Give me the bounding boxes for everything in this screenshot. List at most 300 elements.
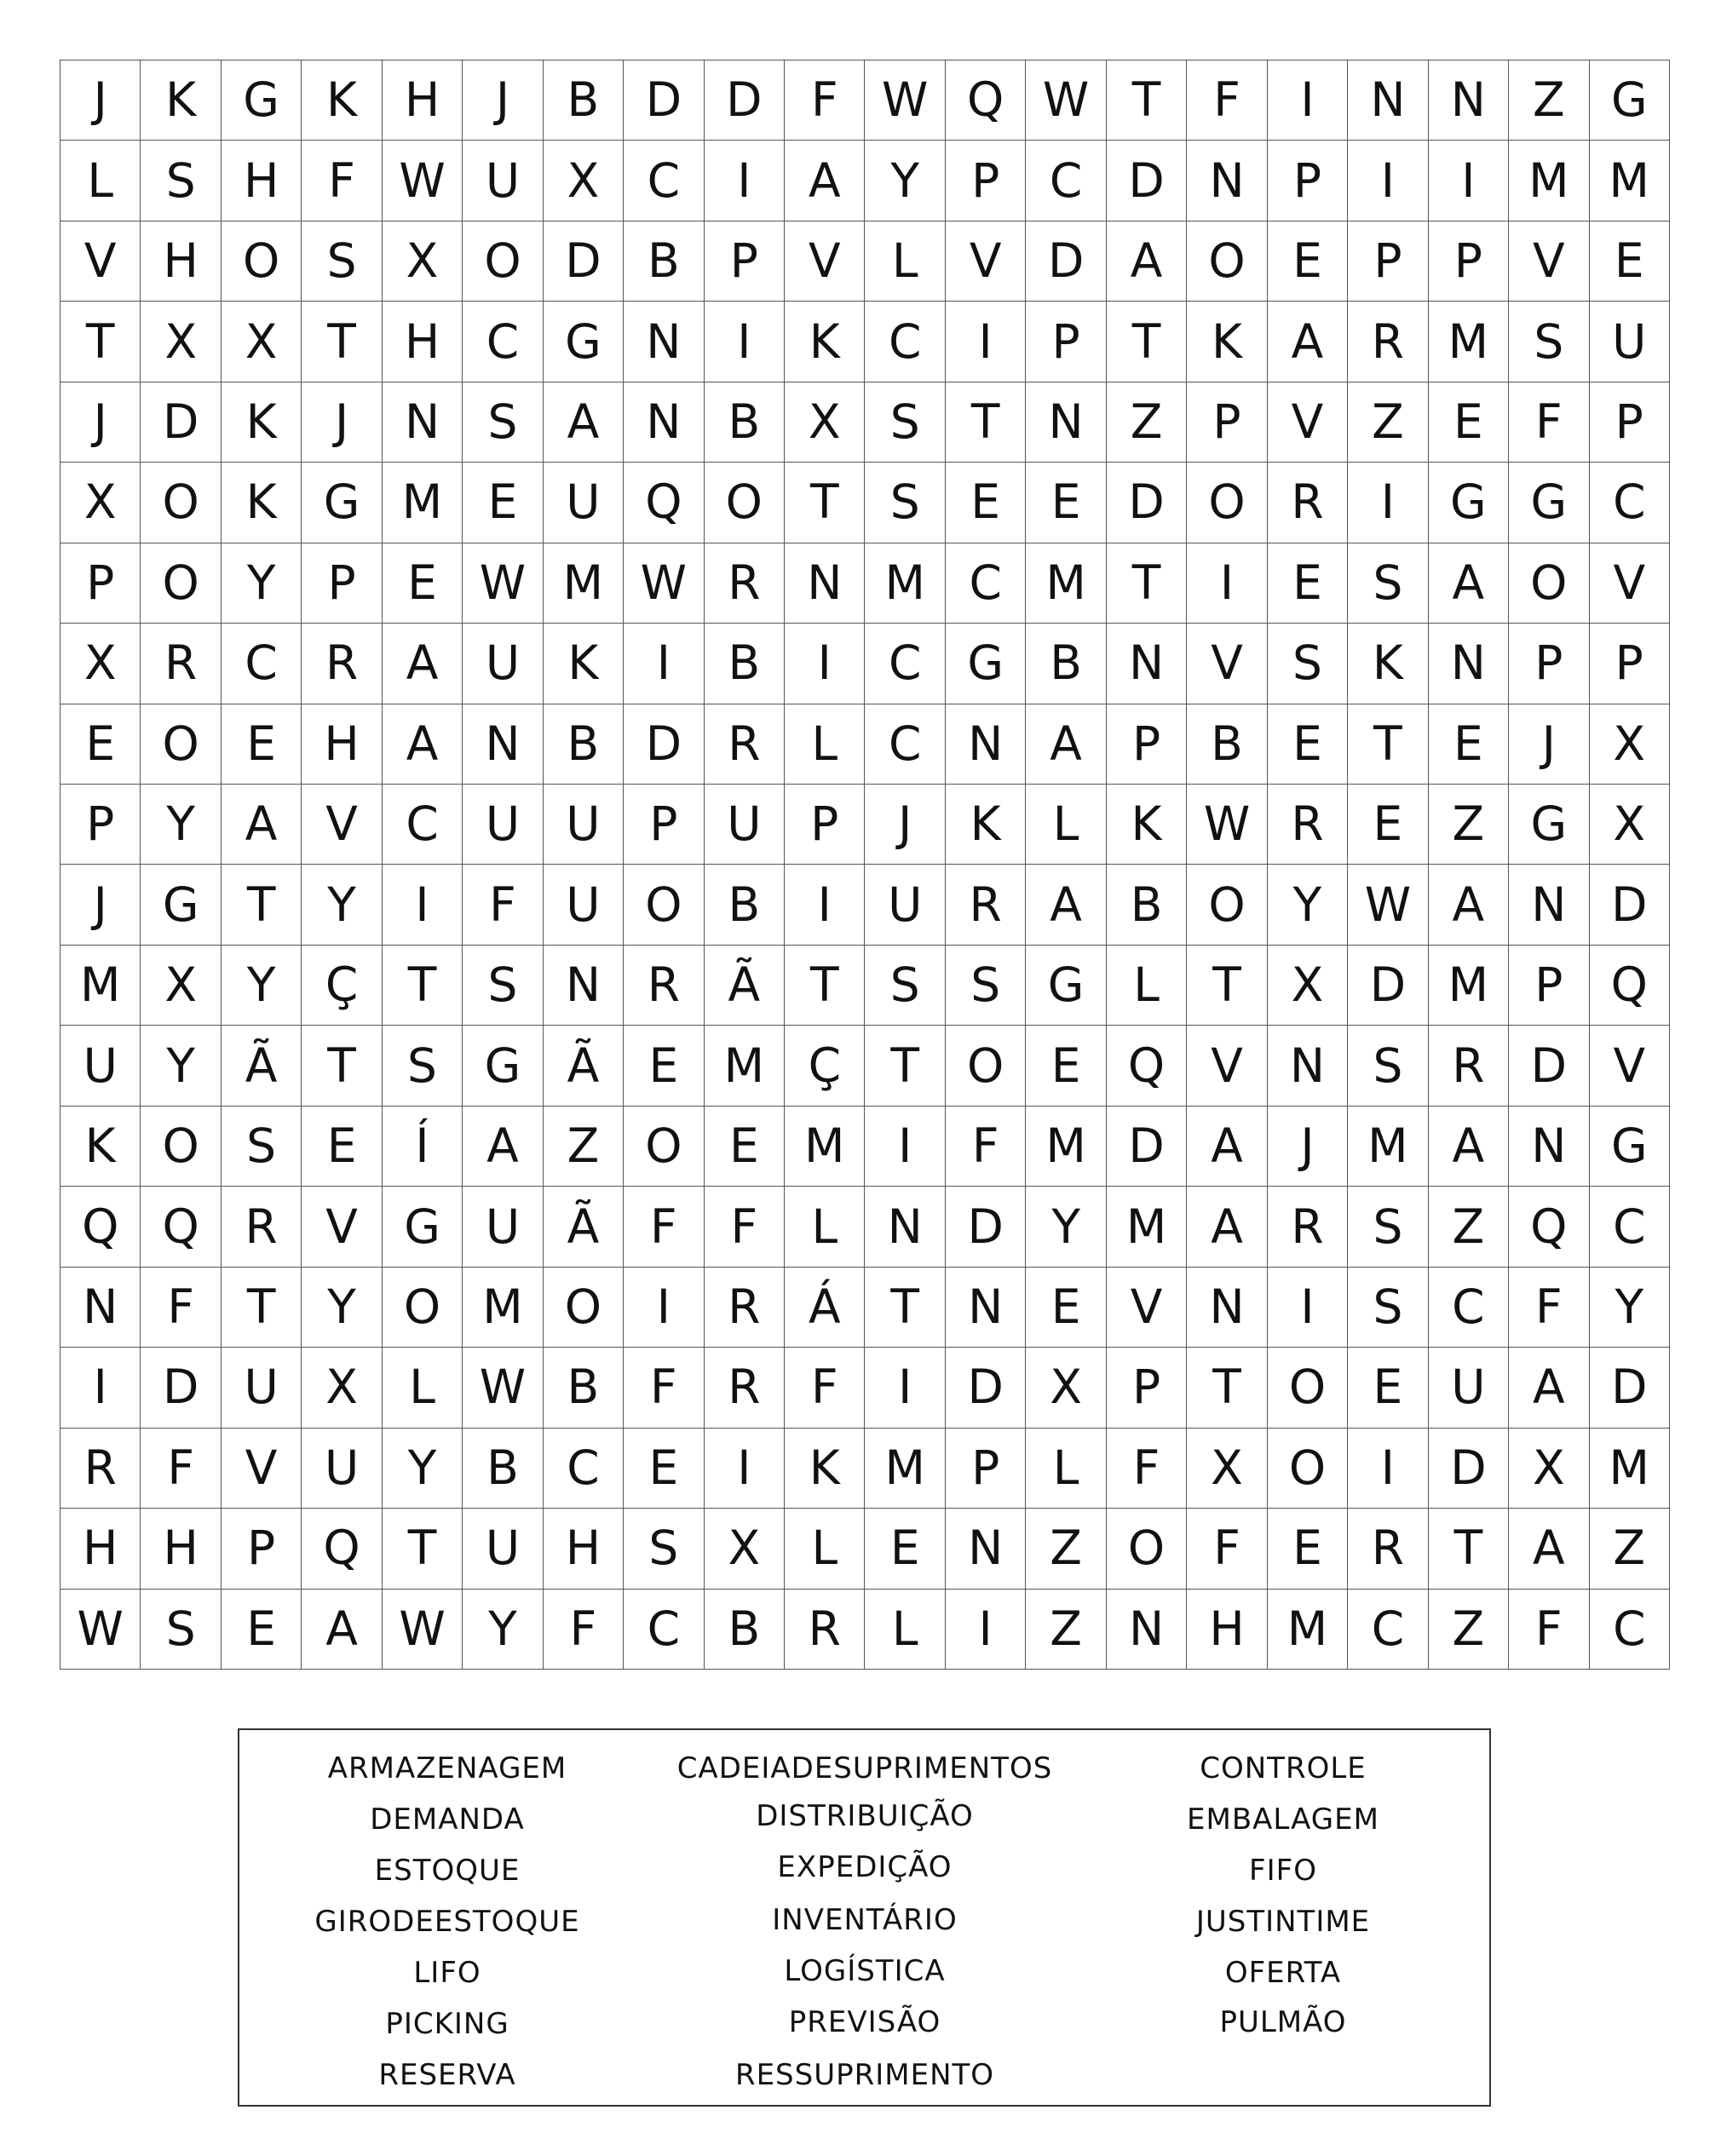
grid-cell[interactable]: K xyxy=(141,60,221,141)
grid-cell[interactable]: X xyxy=(1026,1348,1106,1428)
grid-cell[interactable]: F xyxy=(1509,1590,1589,1670)
grid-cell[interactable]: I xyxy=(1348,463,1428,543)
grid-cell[interactable]: A xyxy=(544,382,624,463)
grid-cell[interactable]: P xyxy=(1026,302,1106,382)
grid-cell[interactable]: N xyxy=(946,1268,1026,1348)
grid-cell[interactable]: C xyxy=(865,624,945,704)
grid-cell[interactable]: Z xyxy=(1107,382,1187,463)
grid-cell[interactable]: C xyxy=(1429,1268,1509,1348)
grid-cell[interactable]: S xyxy=(1348,543,1428,624)
grid-cell[interactable]: P xyxy=(1107,704,1187,785)
grid-cell[interactable]: X xyxy=(1590,785,1670,865)
grid-cell[interactable]: N xyxy=(1509,1107,1589,1187)
grid-cell[interactable]: G xyxy=(1429,463,1509,543)
grid-cell[interactable]: E xyxy=(222,1590,302,1670)
grid-cell[interactable]: O xyxy=(1187,865,1267,945)
grid-cell[interactable]: D xyxy=(624,60,704,141)
grid-cell[interactable]: Z xyxy=(1026,1590,1106,1670)
grid-cell[interactable]: K xyxy=(946,785,1026,865)
grid-cell[interactable]: W xyxy=(463,1348,543,1428)
grid-cell[interactable]: C xyxy=(1348,1590,1428,1670)
grid-cell[interactable]: J xyxy=(60,60,141,141)
grid-cell[interactable]: V xyxy=(1509,221,1589,302)
grid-cell[interactable]: A xyxy=(383,624,463,704)
grid-cell[interactable]: B xyxy=(705,624,785,704)
grid-cell[interactable]: E xyxy=(1268,1509,1348,1589)
grid-cell[interactable]: P xyxy=(705,221,785,302)
grid-cell[interactable]: D xyxy=(1429,1429,1509,1509)
grid-cell[interactable]: P xyxy=(1590,624,1670,704)
grid-cell[interactable]: J xyxy=(865,785,945,865)
grid-cell[interactable]: A xyxy=(383,704,463,785)
grid-cell[interactable]: I xyxy=(785,624,865,704)
grid-cell[interactable]: N xyxy=(1429,60,1509,141)
grid-cell[interactable]: Z xyxy=(1429,1187,1509,1267)
grid-cell[interactable]: D xyxy=(705,60,785,141)
grid-cell[interactable]: R xyxy=(1348,302,1428,382)
grid-cell[interactable]: Y xyxy=(141,1026,221,1106)
grid-cell[interactable]: M xyxy=(463,1268,543,1348)
grid-cell[interactable]: C xyxy=(383,785,463,865)
grid-cell[interactable]: E xyxy=(1348,785,1428,865)
grid-cell[interactable]: I xyxy=(383,865,463,945)
grid-cell[interactable]: R xyxy=(60,1429,141,1509)
grid-cell[interactable]: V xyxy=(302,1187,382,1267)
grid-cell[interactable]: C xyxy=(865,704,945,785)
grid-cell[interactable]: E xyxy=(1026,1026,1106,1106)
grid-cell[interactable]: W xyxy=(865,60,945,141)
grid-cell[interactable]: M xyxy=(1026,543,1106,624)
grid-cell[interactable]: V xyxy=(1187,1026,1267,1106)
grid-cell[interactable]: P xyxy=(222,1509,302,1589)
grid-cell[interactable]: A xyxy=(1509,1509,1589,1589)
grid-cell[interactable]: F xyxy=(463,865,543,945)
grid-cell[interactable]: S xyxy=(463,946,543,1026)
grid-cell[interactable]: X xyxy=(383,221,463,302)
grid-cell[interactable]: W xyxy=(383,1590,463,1670)
grid-cell[interactable]: L xyxy=(60,141,141,221)
grid-cell[interactable]: X xyxy=(60,624,141,704)
grid-cell[interactable]: I xyxy=(865,1348,945,1428)
grid-cell[interactable]: H xyxy=(544,1509,624,1589)
grid-cell[interactable]: A xyxy=(1429,865,1509,945)
grid-cell[interactable]: D xyxy=(1107,463,1187,543)
grid-cell[interactable]: Z xyxy=(1429,785,1509,865)
grid-cell[interactable]: S xyxy=(463,382,543,463)
grid-cell[interactable]: M xyxy=(705,1026,785,1106)
grid-cell[interactable]: J xyxy=(302,382,382,463)
grid-cell[interactable]: B xyxy=(544,704,624,785)
grid-cell[interactable]: P xyxy=(1107,1348,1187,1428)
grid-cell[interactable]: T xyxy=(1348,704,1428,785)
grid-cell[interactable]: C xyxy=(624,1590,704,1670)
grid-cell[interactable]: J xyxy=(60,382,141,463)
grid-cell[interactable]: D xyxy=(1107,1107,1187,1187)
grid-cell[interactable]: H xyxy=(383,60,463,141)
grid-cell[interactable]: P xyxy=(946,1429,1026,1509)
grid-cell[interactable]: N xyxy=(865,1187,945,1267)
grid-cell[interactable]: E xyxy=(60,704,141,785)
grid-cell[interactable]: D xyxy=(1348,946,1428,1026)
grid-cell[interactable]: P xyxy=(1509,946,1589,1026)
grid-cell[interactable]: N xyxy=(1429,624,1509,704)
grid-cell[interactable]: T xyxy=(785,463,865,543)
grid-cell[interactable]: T xyxy=(60,302,141,382)
grid-cell[interactable]: S xyxy=(865,382,945,463)
grid-cell[interactable]: U xyxy=(60,1026,141,1106)
grid-cell[interactable]: V xyxy=(1268,382,1348,463)
grid-cell[interactable]: H xyxy=(1187,1590,1267,1670)
grid-cell[interactable]: P xyxy=(1429,221,1509,302)
grid-cell[interactable]: K xyxy=(302,60,382,141)
grid-cell[interactable]: S xyxy=(1348,1187,1428,1267)
grid-cell[interactable]: K xyxy=(1187,302,1267,382)
grid-cell[interactable]: T xyxy=(1107,302,1187,382)
grid-cell[interactable]: R xyxy=(1429,1026,1509,1106)
grid-cell[interactable]: U xyxy=(463,1509,543,1589)
grid-cell[interactable]: X xyxy=(544,141,624,221)
grid-cell[interactable]: I xyxy=(1268,60,1348,141)
grid-cell[interactable]: G xyxy=(141,865,221,945)
grid-cell[interactable]: E xyxy=(302,1107,382,1187)
grid-cell[interactable]: L xyxy=(865,221,945,302)
grid-cell[interactable]: F xyxy=(624,1348,704,1428)
grid-cell[interactable]: N xyxy=(1107,624,1187,704)
grid-cell[interactable]: T xyxy=(946,382,1026,463)
grid-cell[interactable]: R xyxy=(785,1590,865,1670)
grid-cell[interactable]: X xyxy=(785,382,865,463)
grid-cell[interactable]: R xyxy=(705,704,785,785)
grid-cell[interactable]: V xyxy=(302,785,382,865)
grid-cell[interactable]: R xyxy=(1268,1187,1348,1267)
grid-cell[interactable]: N xyxy=(60,1268,141,1348)
grid-cell[interactable]: I xyxy=(60,1348,141,1428)
grid-cell[interactable]: S xyxy=(1348,1026,1428,1106)
grid-cell[interactable]: F xyxy=(1509,1268,1589,1348)
grid-cell[interactable]: U xyxy=(463,1187,543,1267)
grid-cell[interactable]: D xyxy=(141,382,221,463)
grid-cell[interactable]: W xyxy=(1026,60,1106,141)
grid-cell[interactable]: I xyxy=(946,302,1026,382)
grid-cell[interactable]: B xyxy=(544,1348,624,1428)
grid-cell[interactable]: H xyxy=(141,1509,221,1589)
grid-cell[interactable]: R xyxy=(705,1348,785,1428)
grid-cell[interactable]: I xyxy=(865,1107,945,1187)
grid-cell[interactable]: W xyxy=(624,543,704,624)
grid-cell[interactable]: S xyxy=(383,1026,463,1106)
grid-cell[interactable]: W xyxy=(383,141,463,221)
grid-cell[interactable]: X xyxy=(141,946,221,1026)
grid-cell[interactable]: M xyxy=(865,1429,945,1509)
grid-cell[interactable]: F xyxy=(946,1107,1026,1187)
grid-cell[interactable]: P xyxy=(1590,382,1670,463)
grid-cell[interactable]: Q xyxy=(1509,1187,1589,1267)
grid-cell[interactable]: I xyxy=(946,1590,1026,1670)
grid-cell[interactable]: H xyxy=(383,302,463,382)
grid-cell[interactable]: T xyxy=(222,1268,302,1348)
grid-cell[interactable]: U xyxy=(463,141,543,221)
grid-cell[interactable]: E xyxy=(1026,463,1106,543)
grid-cell[interactable]: C xyxy=(463,302,543,382)
grid-cell[interactable]: N xyxy=(785,543,865,624)
grid-cell[interactable]: F xyxy=(624,1187,704,1267)
grid-cell[interactable]: X xyxy=(302,1348,382,1428)
grid-cell[interactable]: U xyxy=(463,785,543,865)
grid-cell[interactable]: X xyxy=(1268,946,1348,1026)
grid-cell[interactable]: A xyxy=(1187,1187,1267,1267)
grid-cell[interactable]: C xyxy=(1590,1590,1670,1670)
grid-cell[interactable]: R xyxy=(302,624,382,704)
grid-cell[interactable]: S xyxy=(141,141,221,221)
grid-cell[interactable]: I xyxy=(1348,1429,1428,1509)
grid-cell[interactable]: O xyxy=(222,221,302,302)
grid-cell[interactable]: E xyxy=(1268,543,1348,624)
grid-cell[interactable]: X xyxy=(60,463,141,543)
grid-cell[interactable]: T xyxy=(1187,946,1267,1026)
grid-cell[interactable]: I xyxy=(1187,543,1267,624)
grid-cell[interactable]: P xyxy=(946,141,1026,221)
grid-cell[interactable]: F xyxy=(544,1590,624,1670)
grid-cell[interactable]: O xyxy=(624,1107,704,1187)
grid-cell[interactable]: E xyxy=(1590,221,1670,302)
grid-cell[interactable]: S xyxy=(141,1590,221,1670)
grid-cell[interactable]: Ç xyxy=(785,1026,865,1106)
grid-cell[interactable]: Y xyxy=(1026,1187,1106,1267)
grid-cell[interactable]: C xyxy=(624,141,704,221)
grid-cell[interactable]: A xyxy=(1107,221,1187,302)
grid-cell[interactable]: L xyxy=(865,1590,945,1670)
grid-cell[interactable]: M xyxy=(1268,1590,1348,1670)
grid-cell[interactable]: E xyxy=(1268,221,1348,302)
grid-cell[interactable]: D xyxy=(544,221,624,302)
grid-cell[interactable]: L xyxy=(1026,785,1106,865)
grid-cell[interactable]: P xyxy=(60,785,141,865)
grid-cell[interactable]: O xyxy=(141,463,221,543)
grid-cell[interactable]: K xyxy=(222,463,302,543)
grid-cell[interactable]: Q xyxy=(946,60,1026,141)
grid-cell[interactable]: H xyxy=(302,704,382,785)
grid-cell[interactable]: Q xyxy=(1107,1026,1187,1106)
grid-cell[interactable]: M xyxy=(1590,1429,1670,1509)
grid-cell[interactable]: L xyxy=(785,704,865,785)
grid-cell[interactable]: O xyxy=(141,543,221,624)
grid-cell[interactable]: D xyxy=(1590,1348,1670,1428)
grid-cell[interactable]: H xyxy=(222,141,302,221)
grid-cell[interactable]: T xyxy=(865,1268,945,1348)
grid-cell[interactable]: P xyxy=(1509,624,1589,704)
grid-cell[interactable]: R xyxy=(624,946,704,1026)
grid-cell[interactable]: N xyxy=(1187,1268,1267,1348)
grid-cell[interactable]: A xyxy=(1026,865,1106,945)
grid-cell[interactable]: X xyxy=(705,1509,785,1589)
grid-cell[interactable]: U xyxy=(544,865,624,945)
grid-cell[interactable]: E xyxy=(946,463,1026,543)
grid-cell[interactable]: J xyxy=(1509,704,1589,785)
grid-cell[interactable]: O xyxy=(1187,221,1267,302)
grid-cell[interactable]: Z xyxy=(1429,1590,1509,1670)
grid-cell[interactable]: E xyxy=(624,1429,704,1509)
grid-cell[interactable]: X xyxy=(1187,1429,1267,1509)
grid-cell[interactable]: P xyxy=(302,543,382,624)
grid-cell[interactable]: A xyxy=(1509,1348,1589,1428)
grid-cell[interactable]: G xyxy=(463,1026,543,1106)
grid-cell[interactable]: Ã xyxy=(544,1026,624,1106)
grid-cell[interactable]: E xyxy=(1429,382,1509,463)
grid-cell[interactable]: O xyxy=(1509,543,1589,624)
grid-cell[interactable]: O xyxy=(624,865,704,945)
grid-cell[interactable]: N xyxy=(544,946,624,1026)
grid-cell[interactable]: Ã xyxy=(222,1026,302,1106)
grid-cell[interactable]: S xyxy=(302,221,382,302)
grid-cell[interactable]: J xyxy=(60,865,141,945)
grid-cell[interactable]: X xyxy=(141,302,221,382)
grid-cell[interactable]: A xyxy=(785,141,865,221)
grid-cell[interactable]: Ã xyxy=(544,1187,624,1267)
grid-cell[interactable]: V xyxy=(1590,543,1670,624)
grid-cell[interactable]: R xyxy=(222,1187,302,1267)
grid-cell[interactable]: K xyxy=(60,1107,141,1187)
grid-cell[interactable]: L xyxy=(383,1348,463,1428)
grid-cell[interactable]: N xyxy=(463,704,543,785)
grid-cell[interactable]: G xyxy=(1590,60,1670,141)
grid-cell[interactable]: E xyxy=(705,1107,785,1187)
grid-cell[interactable]: C xyxy=(222,624,302,704)
grid-cell[interactable]: A xyxy=(1268,302,1348,382)
grid-cell[interactable]: G xyxy=(1590,1107,1670,1187)
grid-cell[interactable]: S xyxy=(1348,1268,1428,1348)
grid-cell[interactable]: N xyxy=(1509,865,1589,945)
grid-cell[interactable]: T xyxy=(222,865,302,945)
grid-cell[interactable]: V xyxy=(785,221,865,302)
grid-cell[interactable]: N xyxy=(946,1509,1026,1589)
grid-cell[interactable]: Y xyxy=(222,946,302,1026)
grid-cell[interactable]: Y xyxy=(302,865,382,945)
grid-cell[interactable]: Y xyxy=(463,1590,543,1670)
grid-cell[interactable]: Q xyxy=(60,1187,141,1267)
grid-cell[interactable]: R xyxy=(1348,1509,1428,1589)
grid-cell[interactable]: V xyxy=(1187,624,1267,704)
grid-cell[interactable]: K xyxy=(785,1429,865,1509)
grid-cell[interactable]: Y xyxy=(1590,1268,1670,1348)
grid-cell[interactable]: M xyxy=(544,543,624,624)
grid-cell[interactable]: S xyxy=(1509,302,1589,382)
grid-cell[interactable]: Í xyxy=(383,1107,463,1187)
grid-cell[interactable]: G xyxy=(1026,946,1106,1026)
grid-cell[interactable]: T xyxy=(1107,543,1187,624)
grid-cell[interactable]: B xyxy=(624,221,704,302)
grid-cell[interactable]: C xyxy=(1590,1187,1670,1267)
grid-cell[interactable]: M xyxy=(785,1107,865,1187)
grid-cell[interactable]: F xyxy=(1107,1429,1187,1509)
grid-cell[interactable]: L xyxy=(1107,946,1187,1026)
grid-cell[interactable]: S xyxy=(865,463,945,543)
grid-cell[interactable]: B xyxy=(705,382,785,463)
grid-cell[interactable]: Ç xyxy=(302,946,382,1026)
grid-cell[interactable]: A xyxy=(1187,1107,1267,1187)
grid-cell[interactable]: D xyxy=(1590,865,1670,945)
grid-cell[interactable]: L xyxy=(785,1187,865,1267)
grid-cell[interactable]: E xyxy=(1429,704,1509,785)
grid-cell[interactable]: U xyxy=(705,785,785,865)
grid-cell[interactable]: G xyxy=(302,463,382,543)
grid-cell[interactable]: T xyxy=(383,946,463,1026)
grid-cell[interactable]: D xyxy=(141,1348,221,1428)
grid-cell[interactable]: B xyxy=(544,60,624,141)
grid-cell[interactable]: D xyxy=(1107,141,1187,221)
grid-cell[interactable]: I xyxy=(624,1268,704,1348)
grid-cell[interactable]: M xyxy=(1509,141,1589,221)
grid-cell[interactable]: L xyxy=(1026,1429,1106,1509)
grid-cell[interactable]: K xyxy=(1348,624,1428,704)
grid-cell[interactable]: W xyxy=(1348,865,1428,945)
grid-cell[interactable]: N xyxy=(1348,60,1428,141)
grid-cell[interactable]: I xyxy=(705,141,785,221)
grid-cell[interactable]: B xyxy=(1026,624,1106,704)
grid-cell[interactable]: W xyxy=(60,1590,141,1670)
grid-cell[interactable]: B xyxy=(705,1590,785,1670)
grid-cell[interactable]: O xyxy=(946,1026,1026,1106)
grid-cell[interactable]: Y xyxy=(222,543,302,624)
grid-cell[interactable]: Z xyxy=(1348,382,1428,463)
grid-cell[interactable]: O xyxy=(1187,463,1267,543)
grid-cell[interactable]: M xyxy=(1429,946,1509,1026)
grid-cell[interactable]: O xyxy=(383,1268,463,1348)
grid-cell[interactable]: N xyxy=(1187,141,1267,221)
grid-cell[interactable]: Y xyxy=(383,1429,463,1509)
grid-cell[interactable]: E xyxy=(383,543,463,624)
grid-cell[interactable]: Q xyxy=(1590,946,1670,1026)
grid-cell[interactable]: X xyxy=(1590,704,1670,785)
grid-cell[interactable]: T xyxy=(1429,1509,1509,1589)
grid-cell[interactable]: R xyxy=(141,624,221,704)
grid-cell[interactable]: V xyxy=(222,1429,302,1509)
grid-cell[interactable]: F xyxy=(705,1187,785,1267)
grid-cell[interactable]: E xyxy=(865,1509,945,1589)
grid-cell[interactable]: O xyxy=(1268,1429,1348,1509)
grid-cell[interactable]: F xyxy=(785,1348,865,1428)
grid-cell[interactable]: Q xyxy=(302,1509,382,1589)
grid-cell[interactable]: J xyxy=(463,60,543,141)
grid-cell[interactable]: G xyxy=(222,60,302,141)
grid-cell[interactable]: O xyxy=(463,221,543,302)
grid-cell[interactable]: T xyxy=(865,1026,945,1106)
grid-cell[interactable]: K xyxy=(544,624,624,704)
grid-cell[interactable]: N xyxy=(1026,382,1106,463)
grid-cell[interactable]: U xyxy=(463,624,543,704)
grid-cell[interactable]: Y xyxy=(865,141,945,221)
grid-cell[interactable]: S xyxy=(222,1107,302,1187)
grid-cell[interactable]: I xyxy=(624,624,704,704)
grid-cell[interactable]: M xyxy=(1107,1187,1187,1267)
grid-cell[interactable]: T xyxy=(302,1026,382,1106)
grid-cell[interactable]: J xyxy=(1268,1107,1348,1187)
grid-cell[interactable]: E xyxy=(222,704,302,785)
grid-cell[interactable]: M xyxy=(865,543,945,624)
grid-cell[interactable]: D xyxy=(624,704,704,785)
grid-cell[interactable]: V xyxy=(1107,1268,1187,1348)
grid-cell[interactable]: S xyxy=(624,1509,704,1589)
grid-cell[interactable]: U xyxy=(302,1429,382,1509)
grid-cell[interactable]: T xyxy=(1107,60,1187,141)
grid-cell[interactable]: M xyxy=(1429,302,1509,382)
grid-cell[interactable]: I xyxy=(1429,141,1509,221)
grid-cell[interactable]: H xyxy=(60,1509,141,1589)
grid-cell[interactable]: P xyxy=(1348,221,1428,302)
grid-cell[interactable]: G xyxy=(544,302,624,382)
grid-cell[interactable]: U xyxy=(222,1348,302,1428)
grid-cell[interactable]: S xyxy=(865,946,945,1026)
grid-cell[interactable]: R xyxy=(1268,785,1348,865)
